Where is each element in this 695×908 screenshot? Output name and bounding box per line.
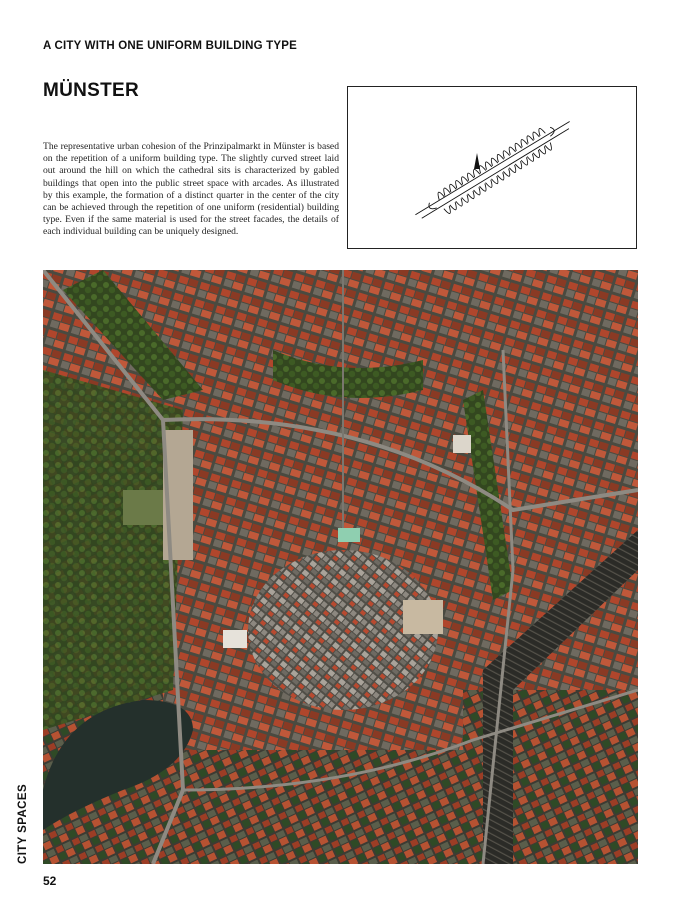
body-paragraph: The representative urban cohesion of the Prinzipalmarkt in Münster is based on the repetition of a uniform building type. The slightly curved street laid out around the hill on which the cathedral sits is characterized by gabled buildings that open into the public street space with arcades. As illustrated by this example, the formation of a distinct quarter in the center of the city can be achieved through the repetition of one uniform (residential) building type. Even if the same material is used for the street facades, the details of each individual building can be uniquely designed. — [43, 141, 339, 238]
street-diagram — [347, 86, 637, 249]
aerial-photo — [43, 270, 638, 864]
page-number: 52 — [43, 874, 57, 888]
street-diagram-icon — [348, 87, 636, 248]
page-title: MÜNSTER — [43, 80, 140, 101]
aerial-photo-icon — [43, 270, 638, 864]
section-title: A CITY WITH ONE UNIFORM BUILDING TYPE — [43, 40, 298, 52]
section-side-label: CITY SPACES — [17, 783, 29, 864]
